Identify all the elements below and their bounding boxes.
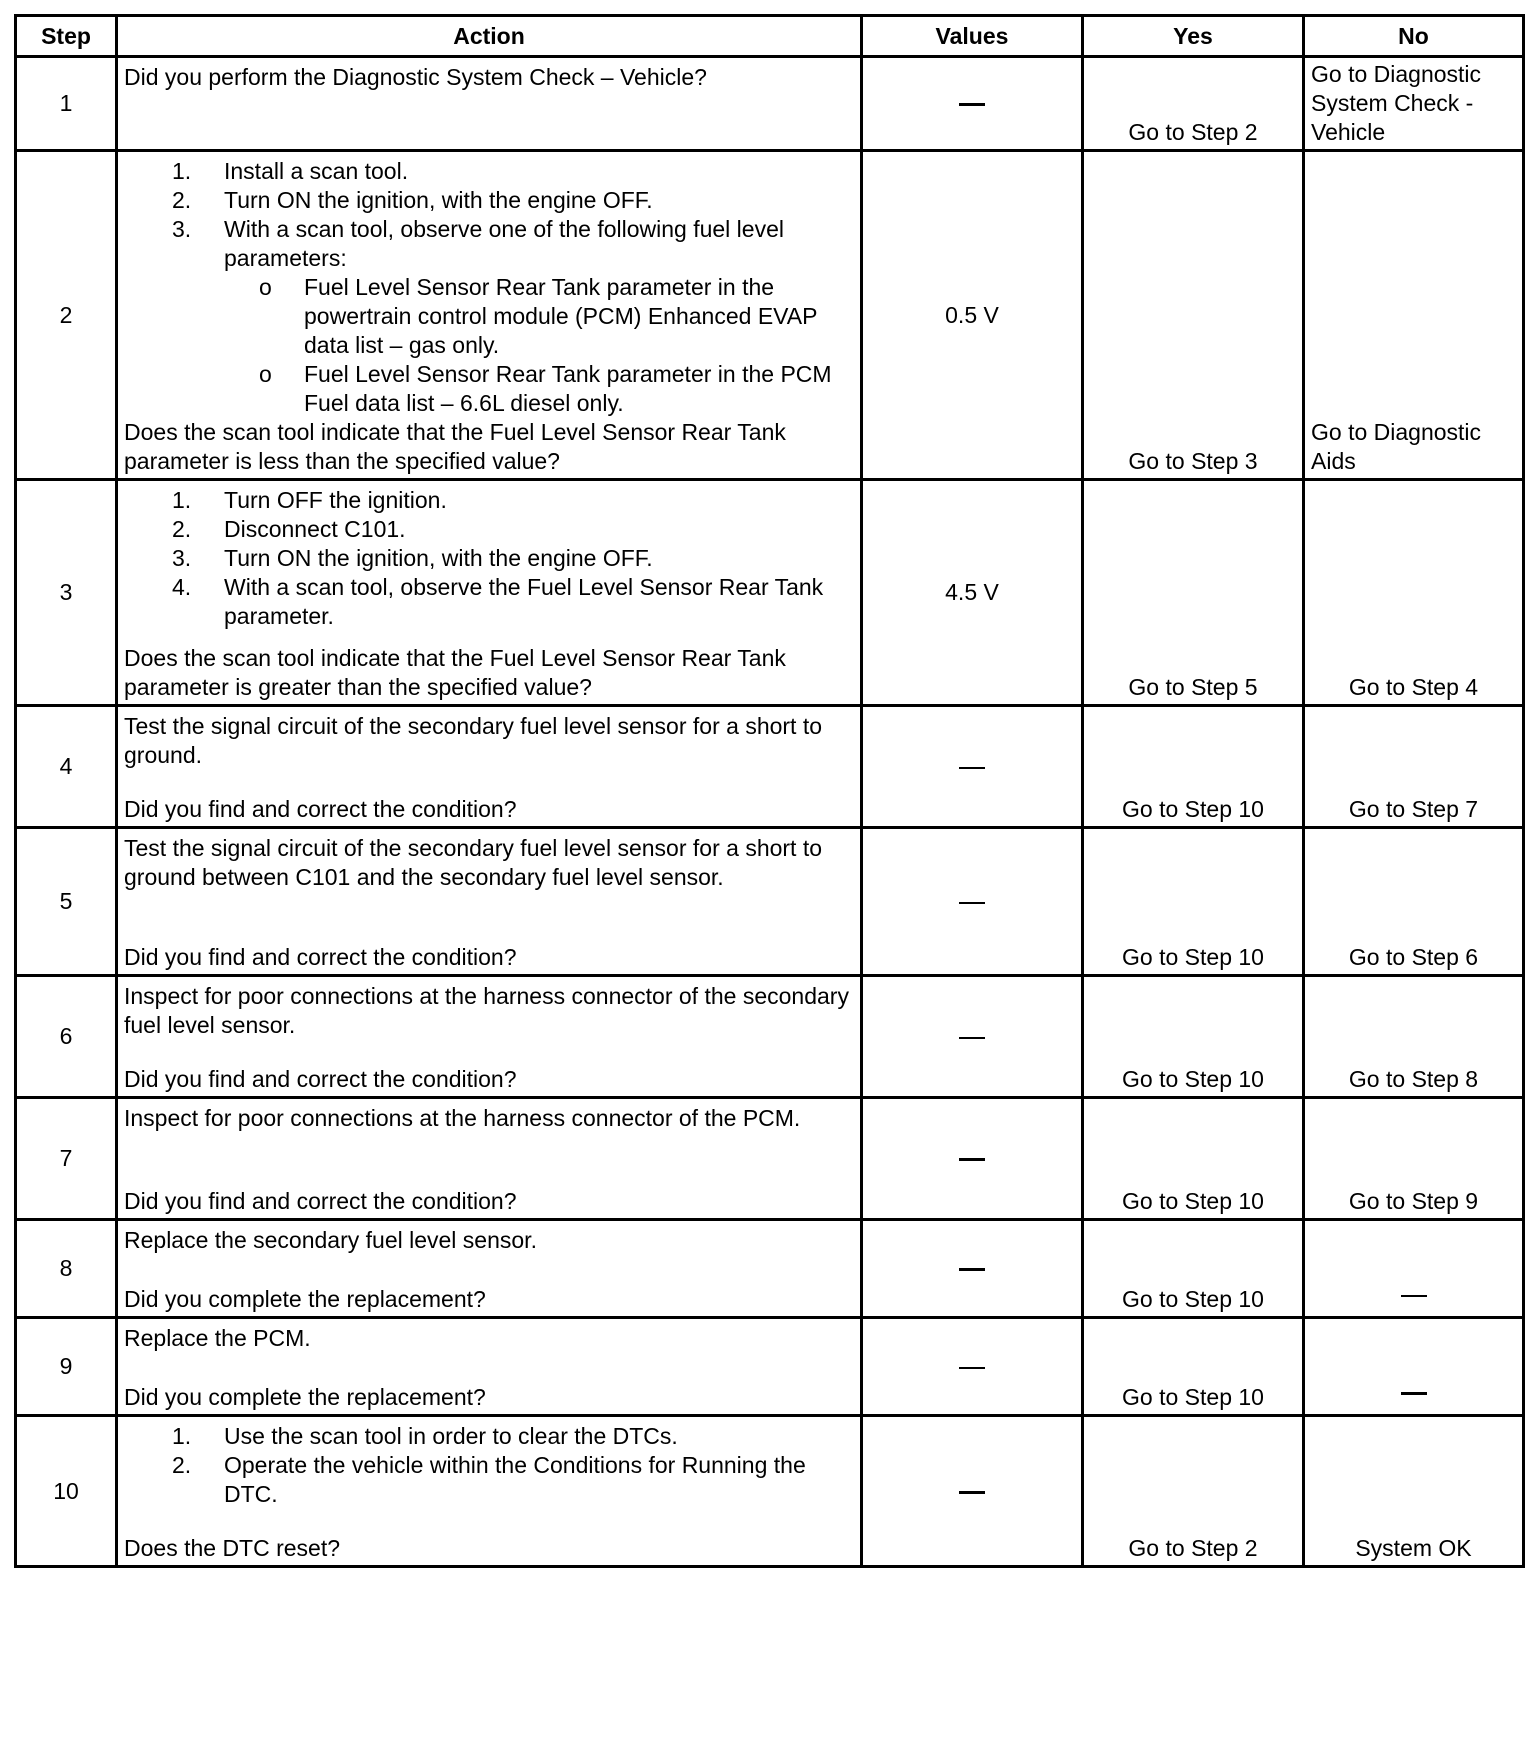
table-row <box>16 1220 1524 1318</box>
value-dash <box>959 1158 985 1161</box>
table-row <box>16 828 1524 976</box>
step-number: 1 <box>16 57 117 151</box>
yes-cell: Go to Step 10 <box>1083 1220 1304 1318</box>
action-wrap <box>124 154 854 476</box>
action-cell <box>117 151 862 480</box>
value-cell <box>862 1220 1083 1318</box>
table-row <box>16 1098 1524 1220</box>
yes-cell: Go to Step 2 <box>1083 57 1304 151</box>
step-number: 10 <box>16 1416 117 1567</box>
no-cell: Go to Step 9 <box>1304 1098 1524 1220</box>
value-cell <box>862 1416 1083 1567</box>
action-top <box>124 1422 854 1509</box>
no-cell: Go to Step 4 <box>1304 480 1524 706</box>
yes-cell: Go to Step 3 <box>1083 151 1304 480</box>
step-number: 7 <box>16 1098 117 1220</box>
header-no: No <box>1304 16 1524 57</box>
action-cell <box>117 57 862 151</box>
action-wrap <box>124 483 854 702</box>
no-cell: Go to Step 7 <box>1304 706 1524 828</box>
sub-list-item: o Fuel Level Sensor Rear Tank parameter in the powertrain control module (PCM) Enhanced EVAP data list – gas only. <box>259 274 818 358</box>
header-action: Action <box>117 16 862 57</box>
step-list <box>124 157 854 418</box>
list-item: 2. Disconnect C101. <box>172 516 406 542</box>
action-cell <box>117 480 862 706</box>
action-cell <box>117 1318 862 1416</box>
step-number: 2 <box>16 151 117 480</box>
list-item: 3. Turn ON the ignition, with the engine OFF. <box>172 545 653 571</box>
table-row <box>16 1416 1524 1567</box>
header-yes: Yes <box>1083 16 1304 57</box>
action-question: Does the DTC reset? <box>124 1535 341 1561</box>
action-cell <box>117 1098 862 1220</box>
yes-cell: Go to Step 2 <box>1083 1416 1304 1567</box>
value-cell <box>862 828 1083 976</box>
action-top <box>124 486 854 631</box>
yes-cell: Go to Step 10 <box>1083 1098 1304 1220</box>
list-item: 1. Turn OFF the ignition. <box>172 487 447 513</box>
value-dash <box>959 767 985 769</box>
yes-cell: Go to Step 10 <box>1083 706 1304 828</box>
value-cell <box>862 1098 1083 1220</box>
table-row <box>16 480 1524 706</box>
list-item: 4. With a scan tool, observe the Fuel Level Sensor Rear Tank parameter. <box>172 574 824 629</box>
value-cell: 0.5 V <box>862 151 1083 480</box>
step-number: 8 <box>16 1220 117 1318</box>
value-dash <box>959 902 985 904</box>
no-cell: Go to Diagnostic System Check - Vehicle <box>1304 57 1524 151</box>
action-text: Replace the secondary fuel level sensor. <box>124 1227 537 1253</box>
table-row <box>16 151 1524 480</box>
value-dash <box>959 1037 985 1039</box>
action-wrap <box>124 709 854 824</box>
action-question: Did you find and correct the condition? <box>124 1066 517 1092</box>
no-cell: Go to Diagnostic Aids <box>1304 151 1524 480</box>
action-text: Test the signal circuit of the secondary fuel level sensor for a short to ground between C101 and the secondary fuel level sensor. <box>124 835 823 890</box>
value-cell <box>862 706 1083 828</box>
action-question: Did you find and correct the condition? <box>124 944 517 970</box>
value-cell <box>862 1318 1083 1416</box>
action-cell <box>117 1416 862 1567</box>
no-cell <box>1304 1318 1524 1416</box>
action-wrap <box>124 831 854 972</box>
no-dash <box>1401 1392 1427 1395</box>
action-question: Did you complete the replacement? <box>124 1384 486 1410</box>
table-row <box>16 706 1524 828</box>
no-cell <box>1304 1220 1524 1318</box>
no-cell: Go to Step 8 <box>1304 976 1524 1098</box>
action-question: Does the scan tool indicate that the Fuel Level Sensor Rear Tank parameter is greater than the specified value? <box>124 645 786 700</box>
action-question: Does the scan tool indicate that the Fuel Level Sensor Rear Tank parameter is less than the specified value? <box>124 419 786 474</box>
value-dash <box>959 103 985 106</box>
step-number: 6 <box>16 976 117 1098</box>
yes-cell: Go to Step 5 <box>1083 480 1304 706</box>
no-dash <box>1401 1295 1427 1297</box>
action-text: Inspect for poor connections at the harness connector of the PCM. <box>124 1105 801 1131</box>
sub-list <box>124 273 854 418</box>
value-cell <box>862 976 1083 1098</box>
action-text: Test the signal circuit of the secondary fuel level sensor for a short to ground. <box>124 713 823 768</box>
step-number: 3 <box>16 480 117 706</box>
yes-cell: Go to Step 10 <box>1083 976 1304 1098</box>
list-item: 1. Use the scan tool in order to clear the DTCs. <box>172 1423 678 1449</box>
header-values: Values <box>862 16 1083 57</box>
value-dash <box>959 1268 985 1271</box>
action-cell <box>117 706 862 828</box>
action-top <box>124 157 854 418</box>
action-question: Did you complete the replacement? <box>124 1286 486 1312</box>
yes-cell: Go to Step 10 <box>1083 828 1304 976</box>
action-wrap <box>124 1101 854 1216</box>
action-cell <box>117 976 862 1098</box>
value-cell <box>862 57 1083 151</box>
action-text: Inspect for poor connections at the harness connector of the secondary fuel level sensor. <box>124 983 849 1038</box>
value-dash <box>959 1367 985 1369</box>
action-question: Did you find and correct the condition? <box>124 1188 517 1214</box>
table-row <box>16 57 1524 151</box>
action-wrap <box>124 1321 854 1412</box>
yes-cell: Go to Step 10 <box>1083 1318 1304 1416</box>
action-cell <box>117 1220 862 1318</box>
action-wrap <box>124 1223 854 1314</box>
header-step: Step <box>16 16 117 57</box>
value-cell: 4.5 V <box>862 480 1083 706</box>
list-item: 1. Install a scan tool. <box>172 158 409 184</box>
action-cell <box>117 828 862 976</box>
no-cell: System OK <box>1304 1416 1524 1567</box>
table-row <box>16 976 1524 1098</box>
step-number: 5 <box>16 828 117 976</box>
action-wrap <box>124 1419 854 1563</box>
header-row <box>16 16 1524 57</box>
sub-list-item: o Fuel Level Sensor Rear Tank parameter in the PCM Fuel data list – 6.6L diesel only. <box>259 361 832 416</box>
table-row <box>16 1318 1524 1416</box>
step-number: 9 <box>16 1318 117 1416</box>
step-list <box>124 486 854 631</box>
action-text: Did you perform the Diagnostic System Check – Vehicle? <box>124 64 707 90</box>
diagnostic-table <box>14 14 1525 1568</box>
step-number: 4 <box>16 706 117 828</box>
action-question: Did you find and correct the condition? <box>124 796 517 822</box>
list-item: 2. Turn ON the ignition, with the engine OFF. <box>172 187 653 213</box>
no-cell: Go to Step 6 <box>1304 828 1524 976</box>
list-item: 2. Operate the vehicle within the Conditions for Running the DTC. <box>172 1452 806 1507</box>
step-list <box>124 1422 854 1509</box>
list-item: 3. With a scan tool, observe one of the following fuel level parameters: o Fuel Level Sensor Rear Tank parameter in the powertrain control module (PCM) Enhanced EVAP data list – gas only. o Fuel Level Sensor Rear Tank parameter in the PCM Fuel data list – 6.6L diesel only. <box>124 215 854 418</box>
value-dash <box>959 1491 985 1494</box>
action-wrap <box>124 979 854 1094</box>
action-text: Replace the PCM. <box>124 1325 311 1351</box>
